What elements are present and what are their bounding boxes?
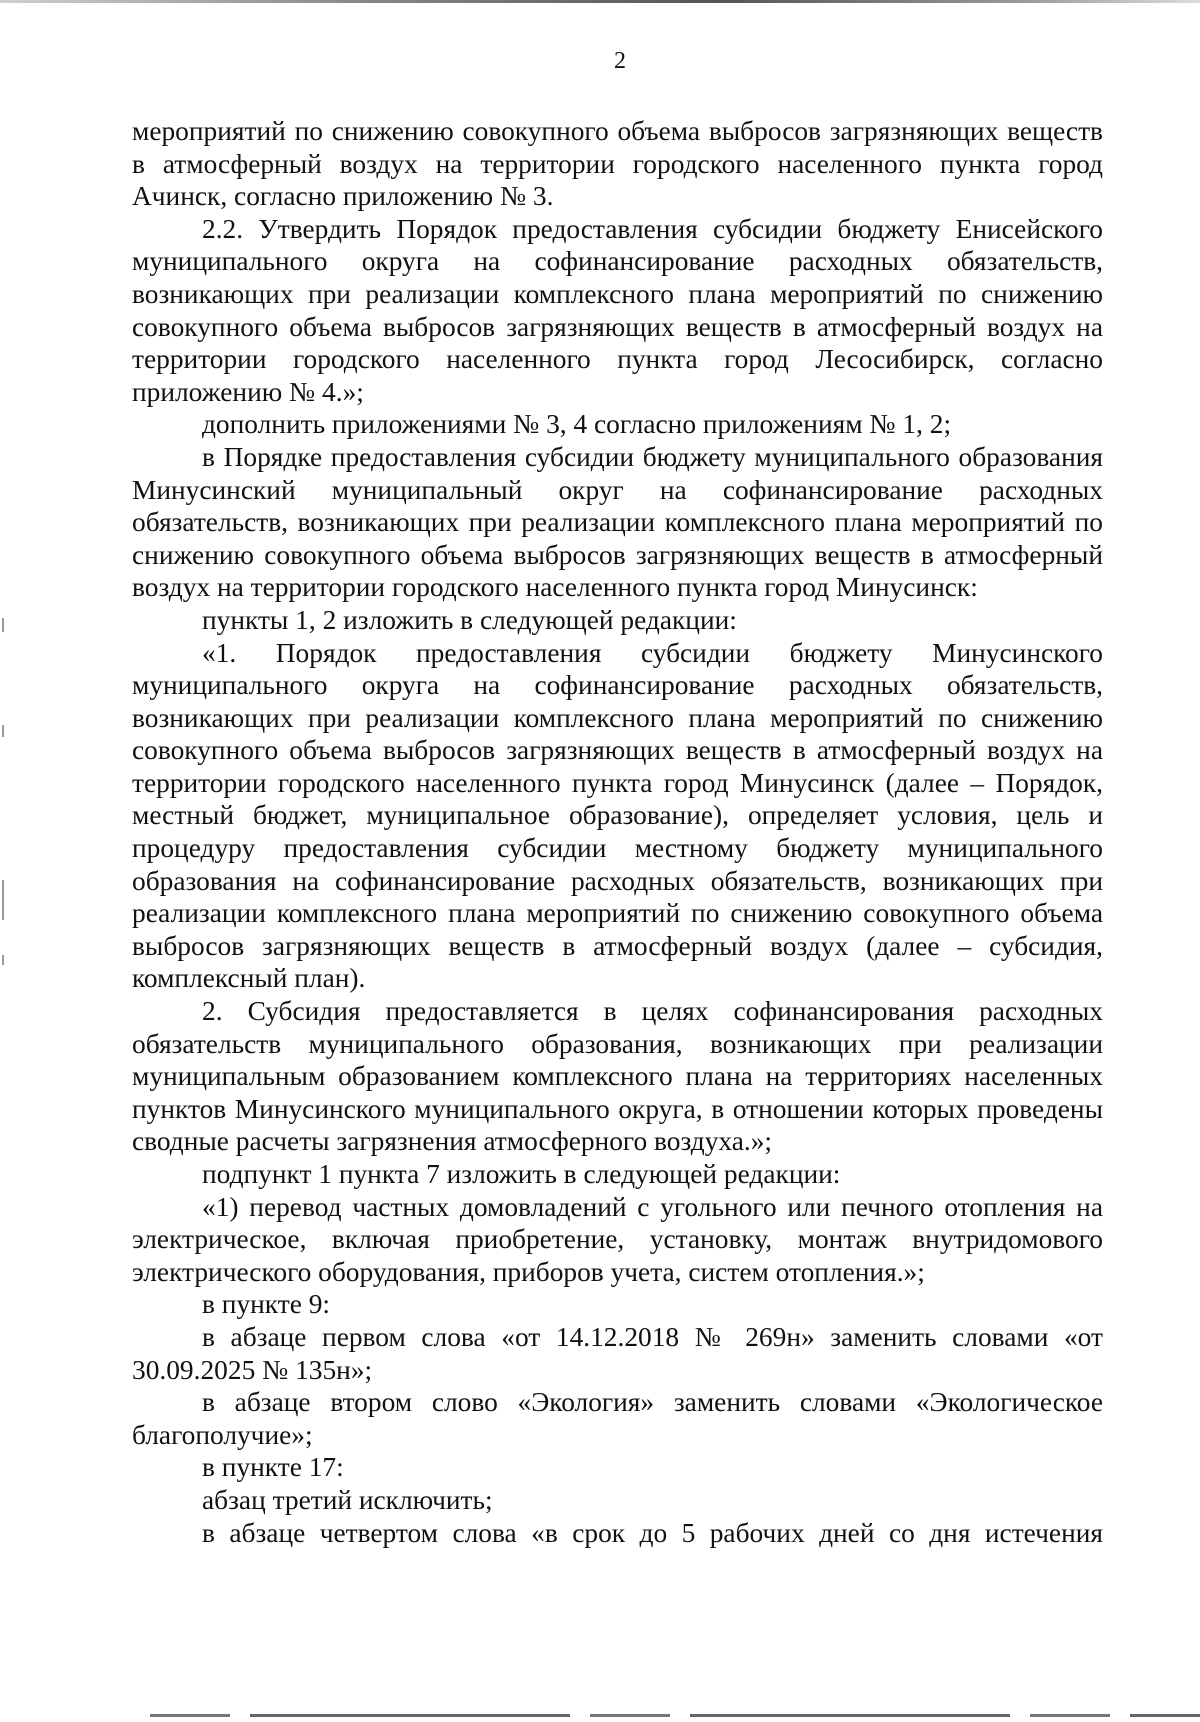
paragraph: мероприятий по снижению совокупного объема выбросов загрязняющих веществ в атмосферный воздух на территории городского населенного пункта город Ачинск, согласно приложению № 3.	[132, 116, 1103, 212]
document-body	[132, 115, 1103, 1549]
paragraph: 2.2. Утвердить Порядок предоставления субсидии бюджету Енисейского муниципального округа на софинансирование расходных обязательств, возникающих при реализации комплексного плана мероприятий по снижению совокупного объема выбросов загрязняющих веществ в атмосферный воздух на территории городского населенного пункта город Лесосибирск, согласно приложению № 4.»;	[132, 213, 1103, 407]
paragraph: абзац третий исключить;	[202, 1484, 493, 1515]
scan-edge-top	[0, 0, 1200, 3]
paragraph: в пункте 9:	[202, 1289, 331, 1320]
paragraph: в абзаце четвертом слова «в срок до 5 рабочих дней со дня истечения	[202, 1517, 1103, 1548]
paragraph: «1. Порядок предоставления субсидии бюджету Минусинского муниципального округа на софинансирование расходных обязательств, возникающих при реализации комплексного плана мероприятий по снижению совокупного объема выбросов загрязняющих веществ в атмосферный воздух на территории городского населенного пункта город Минусинск (далее – Порядок, местный бюджет, муниципальное образование), определяет условия, цель и процедуру предоставления субсидии местному бюджету муниципального образования на софинансирование расходных обязательств, возникающих при реализации комплексного плана мероприятий по снижению совокупного объема выбросов загрязняющих веществ в атмосферный воздух (далее – субсидия, комплексный план).	[132, 637, 1103, 994]
paragraph: в абзаце первом слова «от 14.12.2018 № 269н» заменить словами «от 30.09.2025 № 135н»;	[132, 1321, 1103, 1385]
paragraph: пункты 1, 2 изложить в следующей редакции:	[202, 604, 737, 635]
scan-margin-mark	[2, 618, 4, 632]
scan-margin-mark	[2, 725, 4, 737]
paragraph: в Порядке предоставления субсидии бюджету муниципального образования Минусинский муниципальный округ на софинансирование расходных обязательств, возникающих при реализации комплексного плана мероприятий по снижению совокупного объема выбросов загрязняющих веществ в атмосферный воздух на территории городского населенного пункта город Минусинск:	[132, 441, 1103, 603]
scan-edge-bottom	[150, 1714, 1200, 1717]
paragraph: в абзаце втором слово «Экология» заменить словами «Экологическое благополучие»;	[132, 1387, 1103, 1450]
scan-margin-mark	[2, 880, 4, 920]
scan-margin-mark	[2, 955, 4, 965]
paragraph: в пункте 17:	[202, 1452, 344, 1483]
paragraph: «1) перевод частных домовладений с угольного или печного отопления на электрическое, включая приобретение, установку, монтаж внутридомового электрического оборудования, приборов учета, систем отопления.»;	[132, 1191, 1103, 1287]
paragraph: подпункт 1 пункта 7 изложить в следующей редакции:	[202, 1159, 841, 1189]
paragraph: дополнить приложениями № 3, 4 согласно приложениям № 1, 2;	[202, 409, 952, 440]
page-number: 2	[614, 48, 626, 74]
paragraph: 2. Субсидия предоставляется в целях софинансирования расходных обязательств муниципального образования, возникающих при реализации муниципальным образованием комплексного плана на территориях населенных пунктов Минусинского муниципального округа, в отношении которых проведены сводные расчеты загрязнения атмосферного воздуха.»;	[132, 996, 1103, 1157]
